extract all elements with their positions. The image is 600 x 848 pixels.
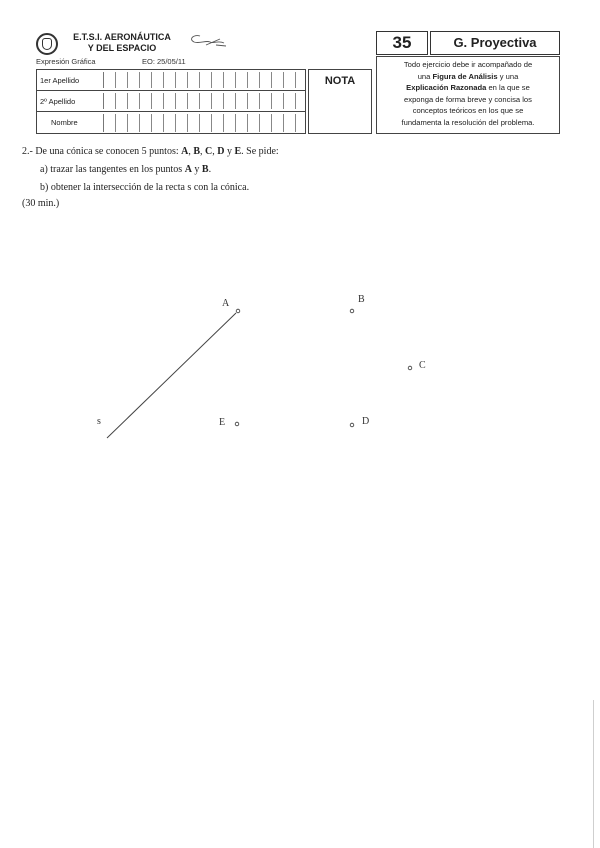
line-s <box>107 313 236 438</box>
school-name-line2: Y DEL ESPACIO <box>87 43 157 53</box>
point-e-marker <box>235 422 239 426</box>
point-c-label: C <box>419 360 426 371</box>
point-b-marker <box>350 309 354 313</box>
point-a-marker <box>236 309 240 313</box>
instructions-line: conceptos teóricos en los que se <box>412 106 524 116</box>
point-e-label: E <box>219 417 226 428</box>
line-s-label: s <box>97 416 101 427</box>
problem-item-a: a) trazar las tangentes en los puntos A y B. <box>40 164 212 175</box>
scan-edge <box>593 700 594 848</box>
subject-title: G. Proyectiva <box>430 31 560 55</box>
problem-statement: 2.- De una cónica se conocen 5 puntos: A, B, C, D y E. Se pide: <box>22 146 279 157</box>
grade-label: NOTA <box>324 75 356 87</box>
instructions-line: fundamenta la resolución del problema. <box>401 117 535 127</box>
name-label: Nombre <box>51 118 78 127</box>
instructions-line: Todo ejercicio debe ir acompañado de <box>403 60 533 69</box>
department-label: Expresión Gráfica <box>36 57 96 66</box>
point-c-marker <box>408 366 412 370</box>
time-allowed: (30 min.) <box>22 198 60 209</box>
exercise-number: 35 <box>376 31 428 55</box>
point-b-label: B <box>358 294 365 305</box>
point-d-marker <box>350 423 354 427</box>
exam-code: EO: 25/05/11 <box>142 57 186 66</box>
instructions-line: Explicación Razonada en la que se <box>406 83 530 93</box>
instructions-line: una Figura de Análisis y una <box>417 71 519 81</box>
second-surname-label: 2º Apellido <box>40 97 76 106</box>
first-surname-label: 1er Apellido <box>40 76 80 85</box>
school-name-line1: E.T.S.I. AERONÁUTICA <box>73 32 171 42</box>
instructions-line: exponga de forma breve y concisa los <box>404 94 532 104</box>
point-d-label: D <box>362 416 370 427</box>
problem-item-b: b) obtener la intersección de la recta s con la cónica. <box>40 182 250 193</box>
point-a-label: A <box>222 298 230 309</box>
